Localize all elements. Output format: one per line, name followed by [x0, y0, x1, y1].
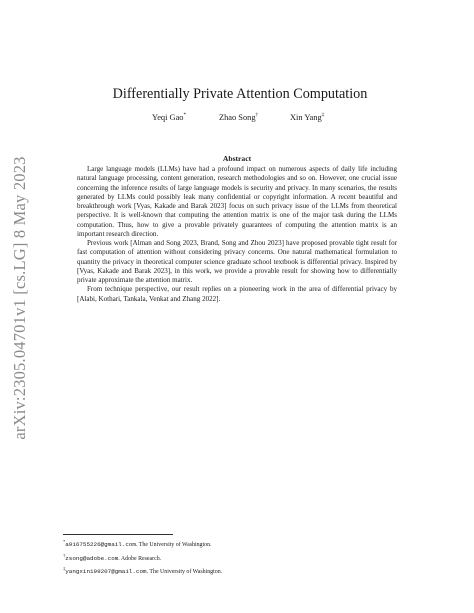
- footnotes: [63, 537, 423, 578]
- author-1-name: Yeqi Gao: [152, 112, 184, 122]
- abstract-paragraph-1: Large language models (LLMs) have had a profound impact on numerous aspects of daily life including natural language processing, content generation, research methodologies and so on. However, one crucial issue concerning the inference results of large language models is security and privacy. In many scenarios, the results generated by LLMs could possibly leak many confidential or copyright information. A recent beautiful and breakthrough work [Vyas, Kakade and Barak 2023] focus on such privacy issue of the LLMs from theoretical perspective. It is well-known that computing the attention matrix is one of the major task during the LLMs computation. Thus, how to give a provable privately guarantees of computing the attention matrix is an important research direction.: [77, 165, 397, 238]
- paper-title: Differentially Private Attention Computation: [112, 86, 368, 102]
- abstract-body: [77, 165, 397, 304]
- author-1: [152, 112, 186, 122]
- footnote-3-email: yangxin199207@gmail.com: [65, 568, 147, 576]
- author-1-mark: *: [183, 112, 187, 118]
- footnote-2: [63, 551, 423, 565]
- footnote-1-mark: *: [63, 539, 66, 544]
- author-2-name: Zhao Song: [219, 112, 256, 122]
- footnote-1-email: a916755226@gmail.com: [65, 540, 136, 548]
- author-2-mark: †: [255, 112, 259, 118]
- footnote-1-affiliation: . The University of Washington.: [135, 541, 212, 548]
- abstract-heading: Abstract: [222, 154, 252, 163]
- author-3-name: Xin Yang: [290, 112, 322, 122]
- footnote-2-email: zsong@adobe.com: [65, 554, 119, 562]
- abstract-paragraph-3: From technique perspective, our result replies on a pioneering work in the area of differential privacy by [Alabi, Kothari, Tankala, Venkat and Zhang 2022].: [77, 285, 397, 303]
- arxiv-identifier-stamp: [0, 0, 40, 613]
- arxiv-identifier-text: arXiv:2305.04701v1 [cs.LG] 8 May 2023: [10, 156, 29, 440]
- author-list: [0, 112, 474, 126]
- footnote-2-mark: †: [63, 552, 66, 558]
- footnote-divider: [63, 534, 173, 535]
- footnote-1: [63, 537, 423, 551]
- footnote-2-affiliation: . Adobe Research.: [118, 555, 162, 562]
- author-3: [290, 112, 324, 122]
- author-3-mark: ‡: [321, 112, 325, 118]
- abstract-paragraph-2: Previous work [Alman and Song 2023, Brand, Song and Zhou 2023] have proposed provable tight result for fast computation of attention without considering privacy concerns. One natural mathematical formulation to quantity the privacy in theoretical computer science graduate school textbook is differential privacy. Inspired by [Vyas, Kakade and Barak 2023], in this work, we provide a provable result for showing how to differentially private approximate the attention matrix.: [77, 239, 397, 284]
- footnote-3-mark: ‡: [63, 566, 66, 572]
- author-2: [219, 112, 258, 122]
- footnote-3: [63, 564, 423, 578]
- footnote-3-affiliation: . The University of Washington.: [146, 569, 223, 576]
